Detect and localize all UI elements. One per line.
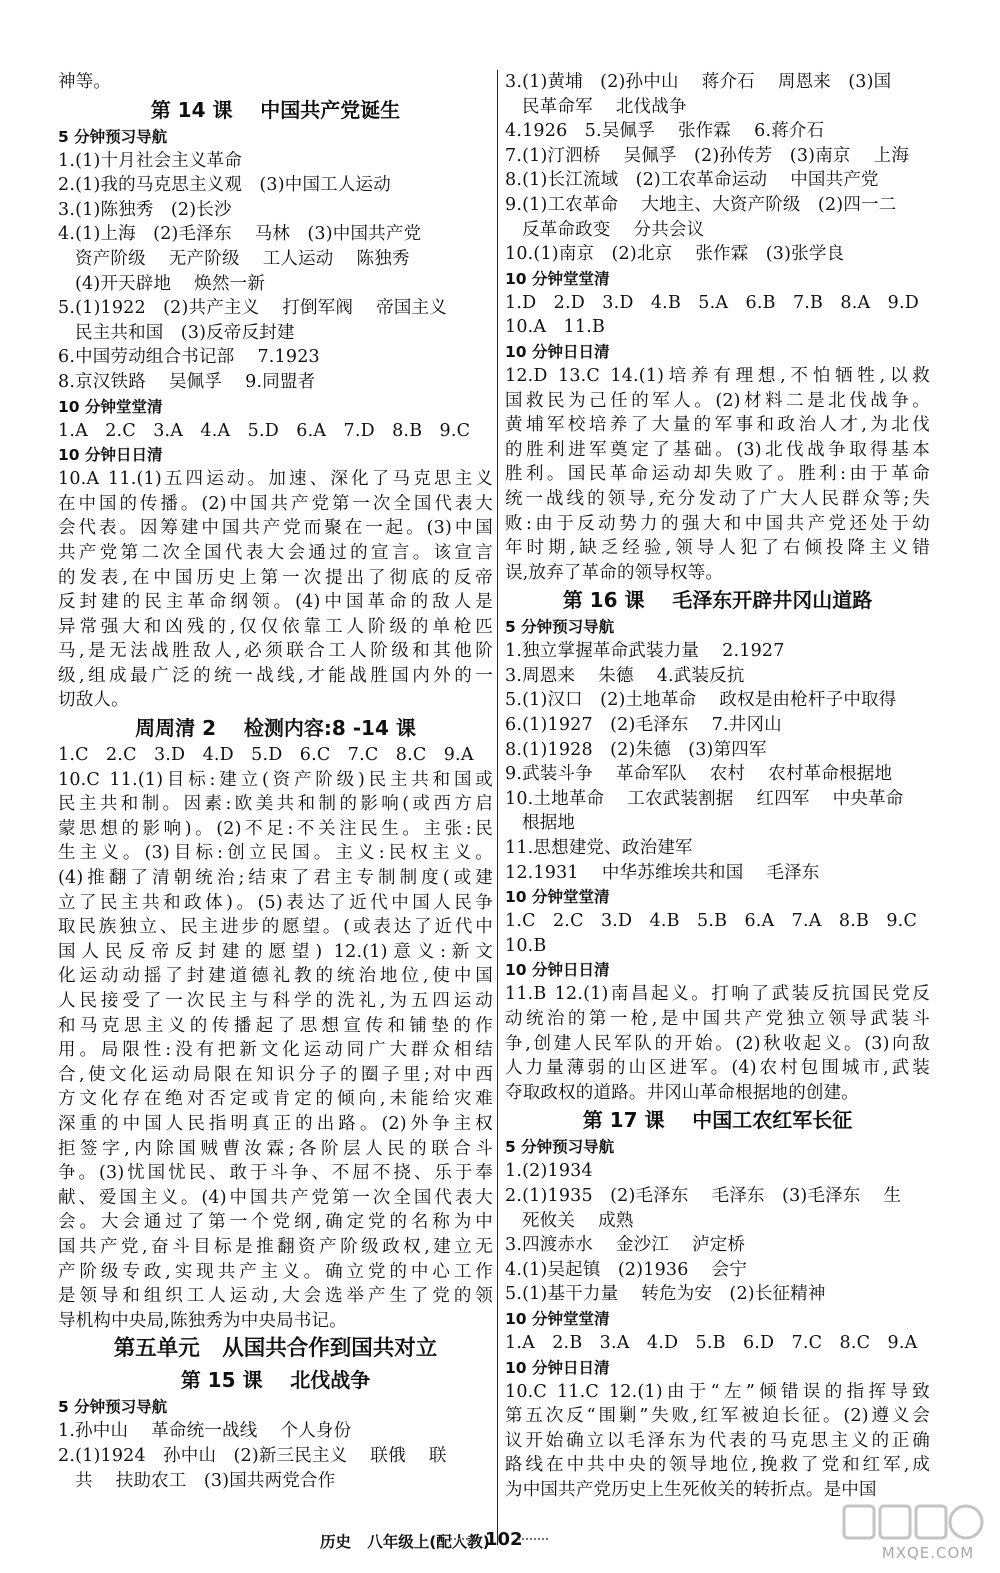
left-answer-line: 在中国的传播。(2)中国共产党第一次全国代表大 — [58, 493, 493, 514]
right-answer-line: 1.独立掌握革命武装力量 2.1927 — [505, 641, 785, 662]
right-answer-line: 9.(1)工农革命 大地主、大资产阶级 (2)四一二 — [505, 194, 897, 215]
right-answer-line: 人力量薄弱的山区进军。(4)农村包围城市,武装 — [505, 1058, 930, 1079]
left-answer-line: 和马克思主义的传播起了思想宣传和铺垫的作 — [58, 1015, 493, 1036]
right-section-label: 10 分钟堂堂清 — [505, 1309, 610, 1328]
right-section-label: 5 分钟预习导航 — [505, 1138, 615, 1157]
left-answer-line: 献、爱国主义。(4)中国共产党第一次全国代表大 — [58, 1187, 493, 1208]
watermark-badge-icon — [838, 1500, 988, 1546]
right-section-label: 10 分钟堂堂清 — [505, 888, 610, 907]
right-answer-line: 为中国共产党历史上生死攸关的转折点。是中国 — [505, 1479, 877, 1500]
left-answer-line: 2.(1)1924 孙中山 (2)新三民主义 联俄 联 — [58, 1445, 447, 1466]
right-answer-line: 10.C 11.C 12.(1)由于“左”倾错误的指挥导致 — [505, 1381, 930, 1402]
right-answer-line: 1.C 2.C 3.D 4.B 5.B 6.A 7.A 8.B 9.C — [505, 911, 918, 932]
left-answer-line: 10.C 11.(1)目标:建立(资产阶级)民主共和国或 — [58, 769, 493, 790]
right-section-label: 10 分钟日日清 — [505, 961, 610, 980]
left-answer-line: 4.(1)上海 (2)毛泽东 马林 (3)中国共产党 — [58, 224, 422, 245]
right-answer-line: 1.A 2.B 3.A 4.D 5.B 6.D 7.C 8.C 9.A — [505, 1332, 918, 1353]
left-answer-line: 产阶级专政,实现共产主义。确立党的中心工作 — [58, 1261, 493, 1282]
left-answer-line: 取民族独立、民主进步的愿望。(或表达了近代中 — [58, 917, 493, 938]
left-section-label: 10 分钟日日清 — [58, 446, 163, 465]
left-answer-line: 8.京汉铁路 吴佩孚 9.同盟者 — [58, 371, 316, 392]
right-answer-line: 7.(1)汀泗桥 吴佩孚 (2)孙传芳 (3)南京 上海 — [505, 145, 910, 166]
left-column — [58, 70, 493, 1493]
right-answer-line: 根据地 — [522, 813, 576, 834]
left-answer-line: 1.(1)十月社会主义革命 — [58, 150, 243, 171]
left-answer-line: 化运动动摇了封建道德礼教的统治地位,使中国 — [58, 966, 493, 987]
left-answer-line: 反封建的民主革命纲领。(4)中国革命的敌人是 — [58, 592, 493, 613]
left-answer-line: 深重的中国人民指明真正的出路。(2)外争主权 — [58, 1113, 493, 1134]
left-answer-line: 合,使文化运动局限在知识分子的圈子里;对中西 — [58, 1064, 493, 1085]
left-answer-line: 人民接受了一次民主与科学的洗礼,为五四运动 — [58, 991, 493, 1011]
left-answer-line: 会代表。因筹建中国共产党而聚在一起。(3)中国 — [58, 518, 493, 539]
right-answer-line: 2.(1)1935 (2)毛泽东 毛泽东 (3)毛泽东 生 — [505, 1185, 902, 1206]
left-answer-line: (4)开天辟地 焕然一新 — [75, 273, 266, 294]
left-answer-line: 马,是无法战胜敌人,必须联合工人阶级和其他阶 — [58, 641, 493, 662]
column-divider — [497, 70, 498, 1545]
right-answer-line: 议开始确立以毛泽东为代表的马克思主义的正确 — [505, 1430, 930, 1451]
left-answer-line: 民主共和制。因素:欧美共和制的影响(或西方启 — [58, 794, 493, 815]
right-column — [505, 70, 930, 1503]
right-answer-line: 统一战线的领导,充分发动了广大人民群众等;失 — [505, 488, 930, 509]
left-answer-line: 10.A 11.(1)五四运动。加速、深化了马克思主义 — [58, 469, 493, 490]
right-answer-line: 4.(1)吴起镇 (2)1936 会宁 — [505, 1259, 748, 1280]
left-answer-line: 生主义。(3)目标:创立民国。主义:民权主义。 — [58, 843, 493, 864]
left-answer-line: 3.(1)陈独秀 (2)长沙 — [58, 199, 232, 220]
right-answer-line: 5.(1)汉口 (2)土地革命 政权是由枪杆子中取得 — [505, 690, 897, 711]
right-section-label: 10 分钟堂堂清 — [505, 269, 610, 288]
left-section-label: 5 分钟预习导航 — [58, 1398, 168, 1417]
left-answer-line: 2.(1)我的马克思主义观 (3)中国工人运动 — [58, 175, 391, 196]
right-answer-line: 4.1926 5.吴佩孚 张作霖 6.蒋介石 — [505, 121, 825, 142]
right-answer-line: 3.周恩来 朱德 4.武装反抗 — [505, 665, 745, 686]
footer-dots-right — [518, 1538, 548, 1540]
left-answer-line: 蒙思想的影响)。(2)不足:不关注民生。主张:民 — [58, 818, 493, 839]
page-number: 102 — [485, 1529, 523, 1550]
left-answer-line: 6.中国劳动组合书记部 7.1923 — [58, 347, 320, 368]
left-answer-line: 1.A 2.C 3.A 4.A 5.D 6.A 7.D 8.B 9.C — [58, 420, 471, 441]
right-answer-line: 1.D 2.D 3.D 4.B 5.A 6.B 7.B 8.A 9.D — [505, 292, 919, 313]
left-answer-line: (4)推翻了清朝统治;结束了君主专制制度(或建 — [58, 868, 493, 889]
watermark-text: MXQE.COM — [881, 1544, 975, 1562]
right-answer-line: 3.四渡赤水 金沙江 泸定桥 — [505, 1235, 746, 1256]
left-answer-line: 导机构中央局,陈独秀为中央局书记。 — [58, 1310, 347, 1331]
right-section-label: 10 分钟日日清 — [505, 342, 610, 361]
right-answer-line: 路线在中共中央的领导地位,挽救了党和红军,成 — [505, 1455, 930, 1476]
right-answer-line: 10.A 11.B — [505, 317, 606, 338]
left-answer-line: 会。大会通过了第一个党纲,确定党的名称为中 — [58, 1212, 493, 1233]
right-answer-line: 第五次反“围剿”失败,红军被迫长征。(2)遵义会 — [505, 1406, 930, 1427]
left-answer-line: 国人民反帝反封建的愿望) 12.(1)意义:新文 — [58, 941, 493, 962]
right-answer-line: 1.(2)1934 — [505, 1161, 593, 1182]
right-answer-line: 9.武装斗争 革命军队 农村 农村革命根据地 — [505, 764, 893, 785]
right-answer-line: 5.(1)基干力量 转危为安 (2)长征精神 — [505, 1284, 826, 1305]
right-answer-line: 年时期,缺乏经验,领导人犯了右倾投降主义错 — [505, 538, 930, 559]
left-answer-line: 切敌人。 — [58, 690, 129, 711]
left-answer-line: 拒签字,内除国贼曹汝霖;各阶层人民的联合斗 — [58, 1138, 493, 1159]
right-answer-line: 死攸关 成熟 — [522, 1210, 634, 1231]
left-answer-line: 1.孙中山 革命统一战线 个人身份 — [58, 1421, 352, 1442]
right-answer-line: 争,创建人民军队的开始。(2)秋收起义。(3)向敌 — [505, 1033, 930, 1054]
left-answer-line: 民主共和国 (3)反帝反封建 — [75, 322, 295, 343]
right-answer-line: 12.1931 中华苏维埃共和国 毛泽东 — [505, 862, 820, 883]
left-answer-line: 异常强大和凶残的,仅仅依靠工人阶级的单枪匹 — [58, 616, 493, 637]
right-answer-line: 11.思想建党、政治建军 — [505, 838, 693, 859]
left-lesson-heading: 第 15 课 北伐战争 — [180, 1368, 371, 1393]
right-section-label: 5 分钟预习导航 — [505, 618, 615, 637]
left-answer-line: 共产党第二次全国代表大会通过的宣言。该宣言 — [58, 542, 493, 563]
left-section-label: 5 分钟预习导航 — [58, 127, 168, 146]
left-answer-line: 争。(3)忧国忧民、敢于斗争、不屈不挠、乐于奉 — [58, 1163, 493, 1184]
right-answer-line: 夺取政权的道路。井冈山革命根据地的创建。 — [505, 1082, 859, 1103]
right-lesson-heading: 第 17 课 中国工农红军长征 — [582, 1108, 853, 1133]
right-answer-line: 10.(1)南京 (2)北京 张作霖 (3)张学良 — [505, 244, 845, 265]
right-answer-line: 的胜利进军奠定了基础。(3)北伐战争取得基本 — [505, 439, 930, 460]
left-answer-line: 国共产党,奋斗目标是推翻资产阶级政权,建立无 — [58, 1236, 493, 1257]
right-answer-line: 民革命军 北伐战争 — [522, 96, 687, 117]
right-answer-line: 黄埔军校培养了大量的军事和政治人才,为北伐 — [505, 415, 930, 436]
left-answer-line: 用。局限性:没有把新文化运动同广大群众相结 — [58, 1040, 493, 1061]
left-answer-line: 的发表,在中国历史上第一次提出了彻底的反帝 — [58, 567, 493, 588]
right-answer-line: 10.土地革命 工农武装割据 红四军 中央革命 — [505, 788, 904, 809]
right-answer-line: 8.(1)长江流域 (2)工农革命运动 中国共产党 — [505, 170, 879, 191]
left-lesson-heading: 第 14 课 中国共产党诞生 — [150, 97, 401, 122]
right-answer-line: 8.(1)1928 (2)朱德 (3)第四军 — [505, 739, 767, 760]
footer-dots-left — [450, 1538, 480, 1540]
right-answer-line: 3.(1)黄埔 (2)孙中山 蒋介石 周恩来 (3)国 — [505, 72, 892, 92]
left-answer-line: 5.(1)1922 (2)共产主义 打倒军阀 帝国主义 — [58, 298, 447, 319]
right-answer-line: 国救民为己任的军人。(2)材料二是北伐战争。 — [505, 390, 930, 411]
right-answer-line: 反革命政变 分共会议 — [522, 219, 705, 240]
right-answer-line: 6.(1)1927 (2)毛泽东 7.井冈山 — [505, 715, 782, 736]
left-answer-line: 资产阶级 无产阶级 工人运动 陈独秀 — [75, 248, 410, 269]
right-answer-line: 败:由于反动势力的强大和中国共产党还处于幼 — [505, 513, 930, 534]
left-answer-line: 1.C 2.C 3.D 4.D 5.D 6.C 7.C 8.C 9.A — [58, 745, 474, 766]
left-answer-line: 共 扶助农工 (3)国共两党合作 — [75, 1470, 336, 1491]
left-answer-line: 方文化存在绝对否定或肯定的倾向,未能给灾难 — [58, 1089, 493, 1110]
right-answer-line: 11.B 12.(1)南昌起义。打响了武装反抗国民党反 — [505, 984, 930, 1005]
left-lesson-heading: 周周清 2 检测内容:8 -14 课 — [135, 716, 416, 741]
left-answer-line: 是领导和组织工人运动,大会选举产生了党的领 — [58, 1286, 493, 1307]
right-section-label: 10 分钟日日清 — [505, 1358, 610, 1377]
left-answer-line: 立了民主共和政体)。(5)表达了近代中国人民争 — [58, 892, 493, 913]
right-answer-line: 动统治的第一枪,是中国共产党独立领导武装斗 — [505, 1009, 930, 1029]
left-answer-line: 级,组成最广泛的统一战线,才能战胜国内外的一 — [58, 665, 493, 686]
left-answer-line: 神等。 — [58, 72, 112, 92]
right-answer-line: 12.D 13.C 14.(1)培养有理想,不怕牺牲,以救 — [505, 365, 930, 386]
right-answer-line: 胜利。国民革命运动却失败了。胜利:由于革命 — [505, 464, 930, 485]
watermark-logo — [838, 1500, 988, 1566]
right-lesson-heading: 第 16 课 毛泽东开辟井冈山道路 — [562, 588, 873, 613]
right-answer-line: 误,放弃了革命的领导权等。 — [505, 562, 724, 583]
right-answer-line: 10.B — [505, 935, 547, 956]
left-unit-heading: 第五单元 从国共合作到国共对立 — [113, 1336, 438, 1362]
left-section-label: 10 分钟堂堂清 — [58, 397, 163, 416]
footer-subject: 历史 八年级上(配人教) — [320, 1533, 490, 1551]
